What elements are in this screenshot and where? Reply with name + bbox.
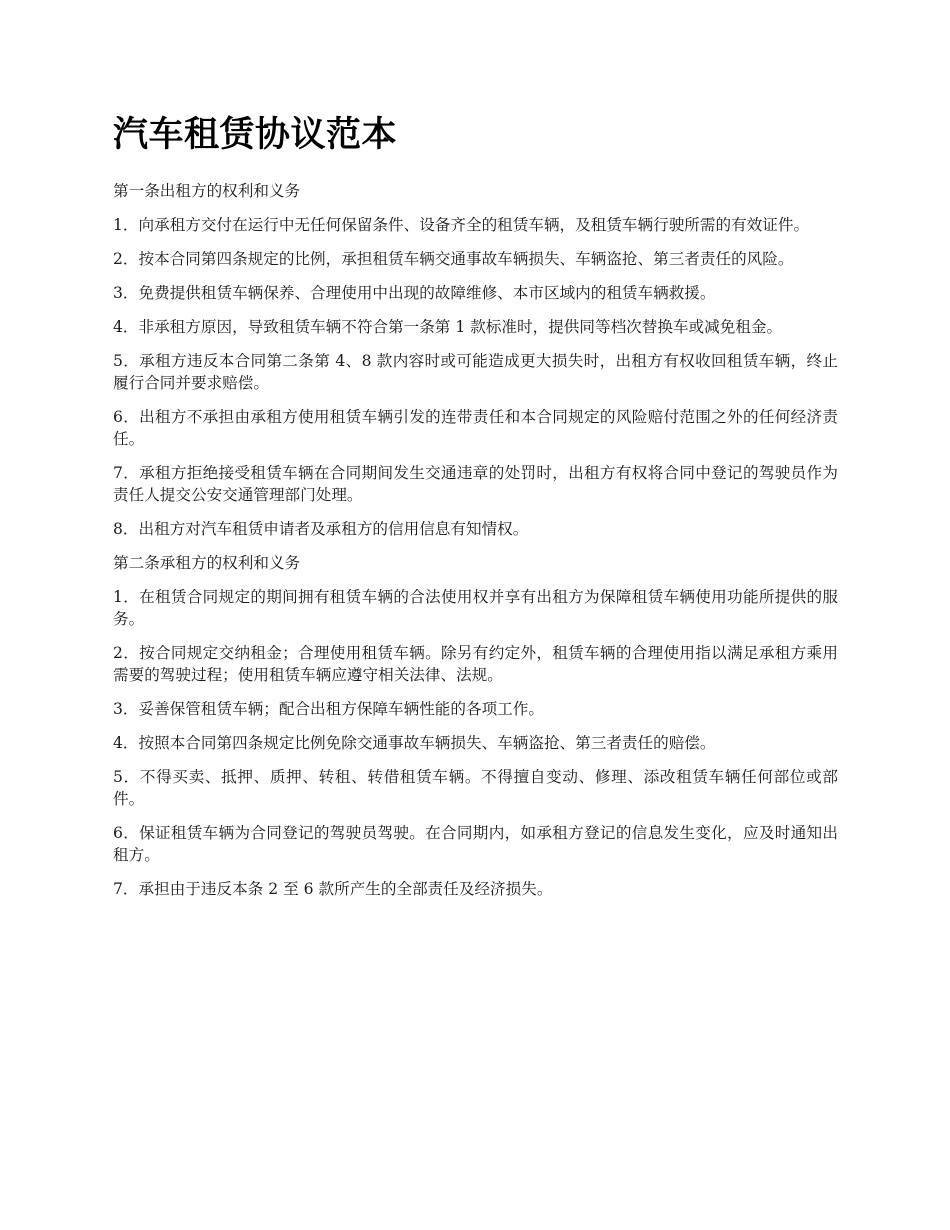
clause-item: 4．按照本合同第四条规定比例免除交通事故车辆损失、车辆盗抢、第三者责任的赔偿。 (113, 734, 716, 752)
clause-item: 8．出租方对汽车租赁申请者及承租方的信用信息有知情权。 (113, 520, 529, 538)
clause-item: 2．按合同规定交纳租金；合理使用租赁车辆。除另有约定外，租赁车辆的合理使用指以满足承租方乘用需要的驾驶过程；使用租赁车辆应遵守相关法律、法规。 (113, 644, 838, 684)
clause-item: 6．出租方不承担由承租方使用租赁车辆引发的连带责任和本合同规定的风险赔付范围之外的任何经济责任。 (113, 408, 838, 448)
clause-item: 5．不得买卖、抵押、质押、转租、转借租赁车辆。不得擅自变动、修理、添改租赁车辆任何部位或部件。 (113, 768, 838, 808)
clause-item: 3．妥善保管租赁车辆；配合出租方保障车辆性能的各项工作。 (113, 700, 544, 718)
clause-item: 5．承租方违反本合同第二条第 4、8 款内容时或可能造成更大损失时，出租方有权收回租赁车辆，终止履行合同并要求赔偿。 (113, 352, 838, 392)
clause-item: 1．向承租方交付在运行中无任何保留条件、设备齐全的租赁车辆，及租赁车辆行驶所需的有效证件。 (113, 216, 810, 234)
section-heading: 第二条承租方的权利和义务 (113, 554, 301, 572)
clause-item: 2．按本合同第四条规定的比例，承担租赁车辆交通事故车辆损失、车辆盗抢、第三者责任的风险。 (113, 250, 794, 268)
document-title: 汽车租赁协议范本 (113, 115, 398, 155)
clause-item: 3．免费提供租赁车辆保养、合理使用中出现的故障维修、本市区域内的租赁车辆救援。 (113, 284, 716, 302)
clause-item: 1．在租赁合同规定的期间拥有租赁车辆的合法使用权并享有出租方为保障租赁车辆使用功能所提供的服务。 (113, 588, 838, 628)
clause-item: 6．保证租赁车辆为合同登记的驾驶员驾驶。在合同期内，如承租方登记的信息发生变化，应及时通知出租方。 (113, 824, 838, 864)
clause-item: 7．承租方拒绝接受租赁车辆在合同期间发生交通违章的处罚时，出租方有权将合同中登记的驾驶员作为责任人提交公安交通管理部门处理。 (113, 464, 838, 504)
clause-item: 7．承担由于违反本条 2 至 6 款所产生的全部责任及经济损失。 (113, 880, 553, 898)
clause-item: 4．非承租方原因，导致租赁车辆不符合第一条第 1 款标准时，提供同等档次替换车或减免租金。 (113, 318, 783, 336)
document-page (113, 112, 838, 912)
section-heading: 第一条出租方的权利和义务 (113, 182, 301, 200)
